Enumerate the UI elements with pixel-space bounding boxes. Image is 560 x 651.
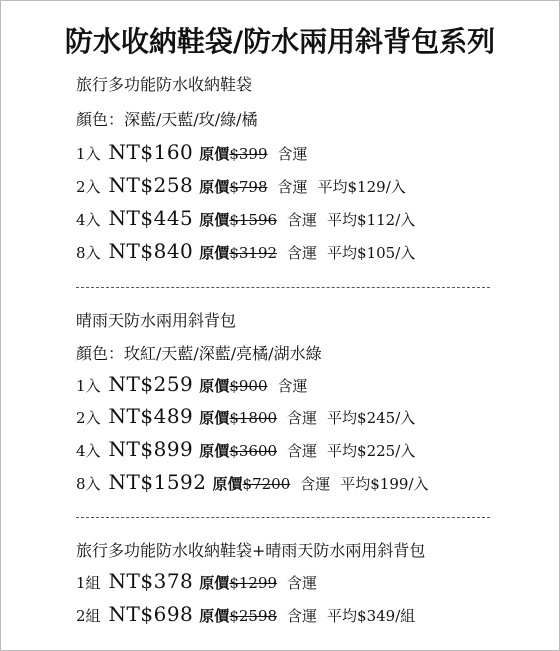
original-price: $1800 <box>229 409 278 427</box>
shipping-included: 含運 <box>277 377 308 395</box>
quantity: 2入 <box>76 409 101 427</box>
original-price-label: 原價 <box>199 211 230 229</box>
average-price: 平均$129/入 <box>317 178 406 196</box>
quantity: 1入 <box>76 377 101 395</box>
average-price: 平均$349/組 <box>327 607 416 625</box>
original-price: $1596 <box>229 211 278 229</box>
quantity: 4入 <box>76 211 101 229</box>
section-1-colors: 顏色：深藍/天藍/玫/綠/橘 <box>76 110 258 129</box>
shipping-included: 含運 <box>287 409 318 427</box>
shipping-included: 含運 <box>287 244 318 262</box>
section-2-colors: 顏色：玫紅/天藍/深藍/亮橘/湖水綠 <box>76 344 322 363</box>
section-2-heading: 晴雨天防水兩用斜背包 <box>76 311 237 330</box>
section-3-row-2 <box>76 602 415 626</box>
sale-price: NT$840 <box>108 239 194 263</box>
average-price: 平均$112/入 <box>327 211 416 229</box>
original-price: $1299 <box>229 574 278 592</box>
average-price: 平均$105/入 <box>327 244 416 262</box>
sale-price: NT$899 <box>108 437 194 461</box>
original-price-label: 原價 <box>212 475 243 493</box>
original-price-label: 原價 <box>199 178 230 196</box>
original-price-label: 原價 <box>199 377 230 395</box>
original-price-label: 原價 <box>199 409 230 427</box>
section-2-row-3 <box>76 437 415 461</box>
sale-price: NT$259 <box>108 372 194 396</box>
quantity: 2入 <box>76 178 101 196</box>
quantity: 4入 <box>76 442 101 460</box>
sale-price: NT$698 <box>108 602 194 626</box>
sale-price: NT$1592 <box>108 470 207 494</box>
average-price: 平均$225/入 <box>327 442 416 460</box>
original-price-label: 原價 <box>199 442 230 460</box>
sale-price: NT$160 <box>108 140 194 164</box>
section-1-row-1 <box>76 140 318 164</box>
shipping-included: 含運 <box>287 211 318 229</box>
original-price: $798 <box>229 178 268 196</box>
shipping-included: 含運 <box>277 178 308 196</box>
sale-price: NT$489 <box>108 404 194 428</box>
quantity: 2組 <box>76 607 101 625</box>
original-price: $3600 <box>229 442 278 460</box>
original-price: $7200 <box>242 475 291 493</box>
section-divider <box>76 287 490 288</box>
average-price: 平均$245/入 <box>327 409 416 427</box>
shipping-included: 含運 <box>277 145 308 163</box>
sale-price: NT$445 <box>108 206 194 230</box>
section-2-row-4 <box>76 470 429 494</box>
section-1-row-2 <box>76 173 406 197</box>
section-2-row-2 <box>76 404 415 428</box>
original-price: $900 <box>229 377 268 395</box>
original-price: $399 <box>229 145 268 163</box>
quantity: 1組 <box>76 574 101 592</box>
section-2-row-1 <box>76 372 318 396</box>
sale-price: NT$378 <box>108 569 194 593</box>
section-3-heading: 旅行多功能防水收納鞋袋+晴雨天防水兩用斜背包 <box>76 541 426 560</box>
section-3-row-1 <box>76 569 327 593</box>
section-1-row-4 <box>76 239 415 263</box>
section-divider <box>76 517 490 518</box>
sale-price: NT$258 <box>108 173 194 197</box>
page-title: 防水收納鞋袋/防水兩用斜背包系列 <box>64 25 496 58</box>
section-1-heading: 旅行多功能防水收納鞋袋 <box>76 75 253 94</box>
original-price-label: 原價 <box>199 244 230 262</box>
shipping-included: 含運 <box>287 607 318 625</box>
original-price: $3192 <box>229 244 278 262</box>
average-price: 平均$199/入 <box>340 475 429 493</box>
quantity: 8入 <box>76 244 101 262</box>
original-price-label: 原價 <box>199 145 230 163</box>
quantity: 8入 <box>76 475 101 493</box>
original-price: $2598 <box>229 607 278 625</box>
shipping-included: 含運 <box>287 574 318 592</box>
shipping-included: 含運 <box>287 442 318 460</box>
original-price-label: 原價 <box>199 574 230 592</box>
original-price-label: 原價 <box>199 607 230 625</box>
shipping-included: 含運 <box>300 475 331 493</box>
section-1-row-3 <box>76 206 415 230</box>
quantity: 1入 <box>76 145 101 163</box>
